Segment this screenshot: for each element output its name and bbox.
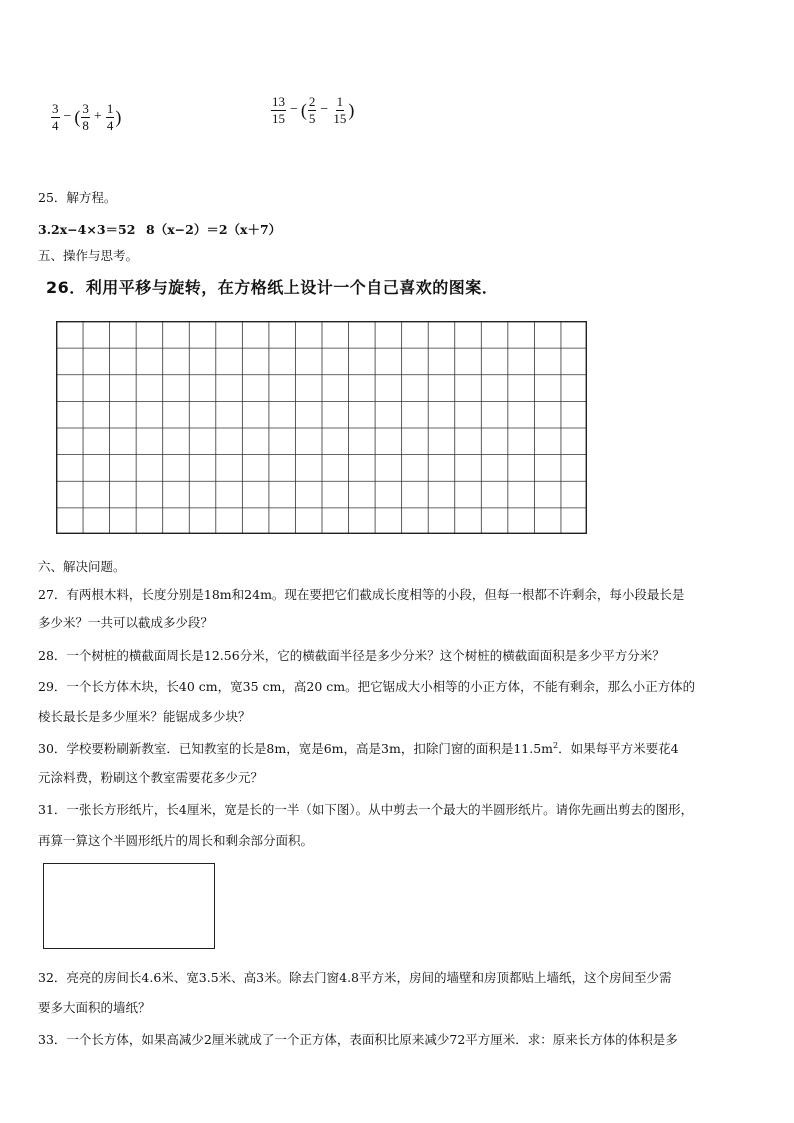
rectangle-figure [43,863,215,949]
question-30-line-1: 30．学校要粉刷新教室．已知教室的长是8m，宽是6m，高是3m，扣除门窗的面积是$11.5m^2$．如果每平方米要花4 [38,740,679,756]
question-25-equation-1: 3.2x−4×3＝52 [38,222,136,237]
fraction: $\frac{1}{4}$ [106,101,114,133]
expression-2: $\frac{13}{15}$ − ( $\frac{2}{5}$ − $\frac{1}{15}$ ) [272,94,355,126]
section-5-heading: 五、操作与思考。 [38,248,139,263]
question-26: 26．利用平移与旋转，在方格纸上设计一个自己喜欢的图案． [46,278,499,297]
question-28: 28．一个树桩的横截面周长是12.56分米，它的横截面半径是多少分米？这个树桩的横截面面积是多少平方分米？ [38,648,665,663]
question-31-line-1: 31．一张长方形纸片，长4厘米，宽是长的一半（如下图）。从中剪去一个最大的半圆形纸片。请你先画出剪去的图形， [38,802,694,817]
question-25-title: 25．解方程。 [38,190,117,205]
question-27-line-1: 27．有两根木料，长度分别是18m和24m。现在要把它们截成长度相等的小段，但每一根都不许剩余，每小段最长是 [38,587,685,602]
fraction: $\frac{3}{4}$ [52,101,59,133]
question-33-line-1: 33．一个长方体，如果高减少2厘米就成了一个正方体，表面积比原来减少72平方厘米．求：原来长方体的体积是多 [38,1032,678,1047]
grid-paper [56,321,588,535]
question-32-line-1: 32．亮亮的房间长4.6米、宽3.5米、高3米。除去门窗4.8平方米，房间的墙壁和房顶都贴上墙纸，这个房间至少需 [38,970,672,985]
question-32-line-2: 要多大面积的墙纸？ [38,1000,151,1015]
question-29-line-1: 29．一个长方体木块，长40 cm，宽35 cm，高20 cm。把它锯成大小相等的小正方体，不能有剩余，那么小正方体的 [38,679,696,694]
question-30-line-2: 元涂料费，粉刷这个教室需要花多少元？ [38,770,264,785]
question-29-line-2: 棱长最长是多少厘米？能锯成多少块？ [38,709,251,724]
fraction: $\frac{1}{15}$ [333,94,347,126]
question-31-line-2: 再算一算这个半圆形纸片的周长和剩余部分面积。 [38,833,314,848]
fraction: $\frac{2}{5}$ [308,94,316,126]
section-6-heading: 六、解决问题。 [38,559,126,574]
fraction: $\frac{13}{15}$ [272,94,285,126]
fraction: $\frac{3}{8}$ [82,101,89,133]
expression-1: $\frac{3}{4}$ − ( $\frac{3}{8}$ + $\frac{1}{4}$ ) [52,101,122,133]
question-27-line-2: 多少米？一共可以截成多少段？ [38,615,214,630]
question-25-equation-2: 8（x−2）＝2（x＋7） [146,222,282,237]
